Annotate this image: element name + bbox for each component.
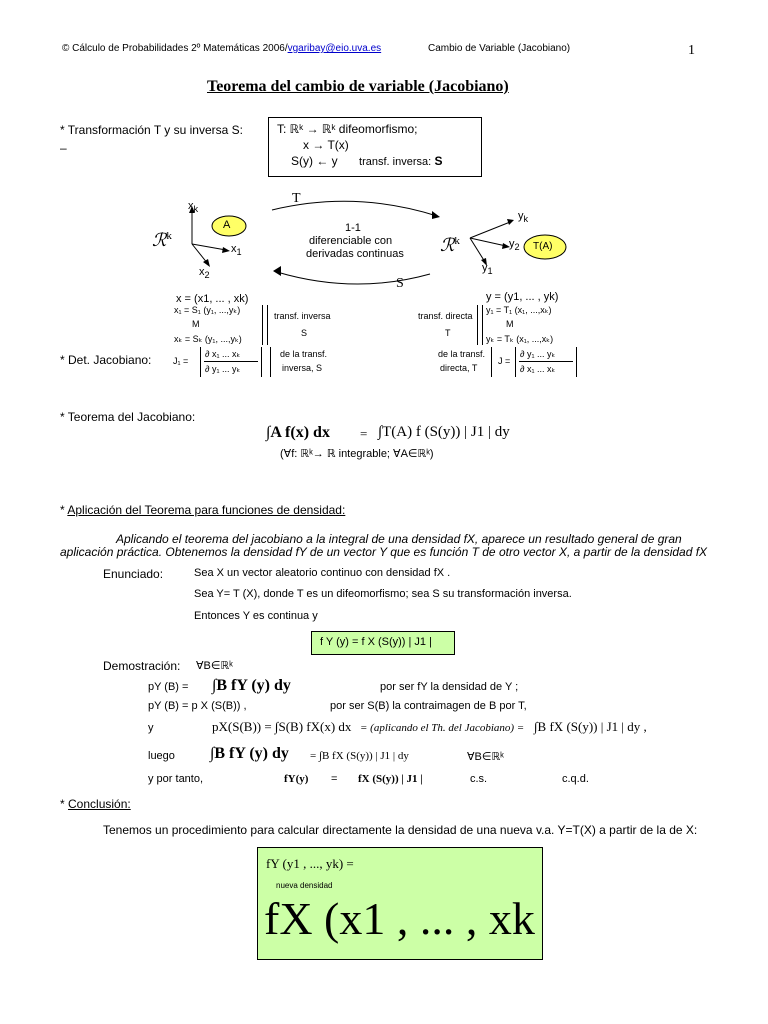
arrow-S: [277, 272, 430, 284]
axis-x1-arrow: [222, 247, 230, 253]
label-S: S: [396, 276, 404, 291]
R-right-symbol: ℛ: [440, 235, 455, 255]
left-sys-row-3: xₖ = Sₖ (y₁, ...,yₖ): [174, 334, 242, 344]
det-J: J =: [498, 356, 511, 366]
demo-l4-a: luego: [148, 750, 175, 762]
conclusion-heading: [60, 797, 131, 811]
label-y2-y: y: [509, 238, 515, 250]
det-fraction-line-1: [204, 361, 258, 362]
jacobian-rhs: ∫T(A) f (S(y)) | J1 | dy: [378, 424, 510, 440]
R-left: [152, 230, 172, 251]
det-num-2: ∂ y₁ ... yₖ: [520, 349, 556, 359]
demo-l1-a: pY (B) =: [148, 681, 189, 693]
label-yk: [518, 210, 528, 224]
det-num-1: ∂ x₁ ... xₖ: [205, 349, 241, 359]
right-sys-note-2: T: [445, 328, 451, 338]
right-sys-brace: [477, 305, 483, 345]
demo-l2-c: por ser S(B) la contraimagen de B por T,: [330, 700, 527, 712]
axis-y2: [470, 238, 506, 246]
right-sys-row-1: y₁ = T₁ (x₁, ...,xₖ): [486, 305, 552, 315]
demo-l3-c: = (aplicando el Th. del Jacobiano) =: [360, 722, 525, 734]
det-J1-bars: [200, 347, 262, 377]
label-x2-sub: 2: [204, 270, 210, 281]
left-sys-row-2: M: [192, 319, 200, 329]
page-number: 1: [688, 43, 695, 58]
enunciado-line-1: Sea X un vector aleatorio continuo con densidad fX .: [194, 567, 451, 579]
det-note-left-2: inversa, S: [282, 363, 323, 373]
diagram-middle-3: derivadas continuas: [306, 248, 404, 260]
R-right: [440, 235, 460, 256]
transform-row-2: x → T(x): [303, 138, 349, 152]
demo-l4-b: ∫B fY (y) dy: [210, 745, 289, 762]
det-right-brace: [487, 347, 492, 377]
label-x1-x: x: [231, 243, 237, 255]
demo-l1-b: ∫B fY (y) dy: [212, 677, 291, 694]
x-vector: x = (x1, ... , xk): [176, 293, 249, 305]
application-star: *: [60, 503, 68, 517]
demo-l3-d: ∫B fX (S(y)) | J1 | dy ,: [534, 719, 647, 734]
label-x1: [231, 243, 242, 257]
label-yk-sub: k: [523, 214, 529, 225]
demo-l5-c: =: [331, 773, 338, 785]
enunciado-line-3: Entonces Y es continua y: [194, 610, 318, 622]
conclusion-heading-text: Conclusión:: [68, 797, 131, 811]
det-fraction-line-2: [519, 361, 573, 362]
label-A: A: [223, 219, 231, 231]
application-heading: [60, 503, 345, 517]
application-heading-text: Aplicación del Teorema para funciones de densidad:: [67, 503, 346, 517]
label-xk-x: x: [188, 200, 194, 212]
label-TA: T(A): [533, 241, 553, 252]
transform-row-3-S: S: [434, 154, 443, 168]
demo-forall: ∀B∈ℝᵏ: [196, 660, 233, 672]
jacobian-condition: (∀f: ℝᵏ→ ℝ integrable; ∀A∈ℝᵏ): [280, 448, 434, 460]
label-x2-x: x: [199, 266, 205, 278]
diagram-middle-1: 1-1: [345, 222, 361, 234]
det-note-left-1: de la transf.: [280, 349, 328, 359]
demo-label: Demostración:: [103, 659, 181, 673]
label-x1-sub: 1: [236, 247, 242, 258]
left-sys-row-1: x₁ = S₁ (y₁, ...,yₖ): [174, 305, 241, 315]
label-x2: [199, 266, 210, 280]
label-xk: [188, 200, 198, 214]
det-J-bars: [515, 347, 577, 377]
arrow-T-head: [432, 211, 440, 219]
conclusion-box-top: fY (y1 , ..., yk) =: [266, 856, 354, 871]
label-y1-y: y: [482, 262, 488, 274]
density-formula-box: [311, 631, 455, 655]
demo-l5-e: c.s.: [470, 773, 488, 785]
right-sys-row-3: yₖ = Tₖ (x₁, ...,xₖ): [486, 334, 554, 344]
demo-l4-d: ∀B∈ℝᵏ: [467, 751, 504, 763]
label-y1: [482, 262, 493, 276]
axis-yk: [470, 222, 510, 238]
jacobian-eq: =: [360, 426, 368, 441]
label-T: T: [292, 191, 301, 206]
axis-x1: [192, 244, 226, 250]
left-sys-note-2: S: [301, 328, 308, 338]
demo-l5-d: fX (S(y)) | J1 |: [358, 773, 423, 785]
header-center: Cambio de Variable (Jacobiano): [428, 43, 571, 54]
enunciado-line-2: Sea Y= T (X), donde T es un difeomorfismo; sea S su transformación inversa.: [194, 588, 572, 600]
demo-l5-b: fY(y): [284, 773, 309, 785]
right-sys-row-2: M: [506, 319, 514, 329]
R-left-k: k: [166, 230, 172, 242]
conclusion-star: *: [60, 797, 69, 811]
transform-row-3-note: transf. inversa:: [359, 156, 432, 168]
left-sys-brace: [262, 305, 268, 345]
det-note-right-1: de la transf.: [438, 349, 486, 359]
demo-l4-c: = ∫B fX (S(y)) | J1 | dy: [310, 750, 409, 762]
header-course: © Cálculo de Probabilidades 2º Matemáticas 2006/: [62, 43, 288, 54]
det-note-right-2: directa, T: [440, 363, 478, 373]
label-y1-sub: 1: [487, 266, 493, 277]
label-xk-sub: k: [193, 204, 199, 215]
conclusion-box-big: fX (x1 , ... , xk: [264, 893, 535, 944]
right-sys-note-1: transf. directa: [418, 311, 473, 321]
det-den-1: ∂ y₁ ... yₖ: [205, 364, 241, 374]
application-paragraph-1: Aplicando el teorema del jacobiano a la integral de una densidad fX, aparece un resultado general de gran: [116, 532, 682, 546]
transform-row-1: T: ℝᵏ → ℝᵏ difeomorfismo;: [277, 122, 418, 136]
enunciado-label: Enunciado:: [103, 567, 164, 581]
R-left-symbol: ℛ: [152, 230, 167, 250]
header-email-link[interactable]: vgaribay@eio.uva.es: [287, 43, 382, 54]
axis-yk-arrow: [507, 219, 514, 225]
y-vector: y = (y1, ... , yk): [486, 291, 559, 303]
jacobian-lhs: ∫A f(x) dx: [266, 424, 330, 441]
density-formula: f Y (y) = f X (S(y)) | J1 |: [320, 636, 432, 648]
label-yk-y: y: [518, 210, 524, 222]
det-label: * Det. Jacobiano:: [60, 353, 152, 367]
conclusion-box: [257, 847, 543, 960]
diagram-middle-2: diferenciable con: [309, 235, 393, 247]
R-right-k: k: [454, 235, 460, 247]
conclusion-box-note: nueva densidad: [276, 881, 333, 890]
demo-l1-c: por ser fY la densidad de Y ;: [380, 681, 519, 693]
det-den-2: ∂ x₁ ... xₖ: [520, 364, 556, 374]
demo-l3-a: y: [148, 722, 154, 734]
det-J1: J₁ =: [173, 356, 189, 366]
demo-l3-b: pX(S(B)) = ∫S(B) fX(x) dx: [212, 719, 352, 734]
application-paragraph-2: aplicación práctica. Obtenemos la densidad fY de un vector Y que es función T de otro vector X, a partir de la densidad fX: [60, 545, 708, 559]
left-sys-note-1: transf. inversa: [274, 311, 331, 321]
label-y2: [509, 238, 520, 252]
demo-l2-a: pY (B) = p X (S(B)) ,: [148, 700, 247, 712]
demo-l5-f: c.q.d.: [562, 773, 589, 785]
demo-l5-a: y por tanto,: [148, 773, 204, 785]
arrow-S-head: [273, 266, 281, 276]
label-y2-sub: 2: [514, 242, 520, 253]
conclusion-text: Tenemos un procedimiento para calcular directamente la densidad de una nueva v.a. Y=T(X) a partir de la de X:: [103, 823, 698, 837]
det-left-brace: [270, 347, 275, 377]
transform-row-3-left: S(y) ← y: [291, 154, 338, 168]
page-title: Teorema del cambio de variable (Jacobiano): [207, 78, 509, 95]
axis-y1: [470, 238, 485, 262]
transform-dash: –: [60, 141, 67, 155]
transform-label: * Transformación T y su inversa S:: [60, 123, 243, 137]
jacobian-label: * Teorema del Jacobiano:: [60, 410, 196, 424]
transformation-diagram: [0, 0, 768, 400]
